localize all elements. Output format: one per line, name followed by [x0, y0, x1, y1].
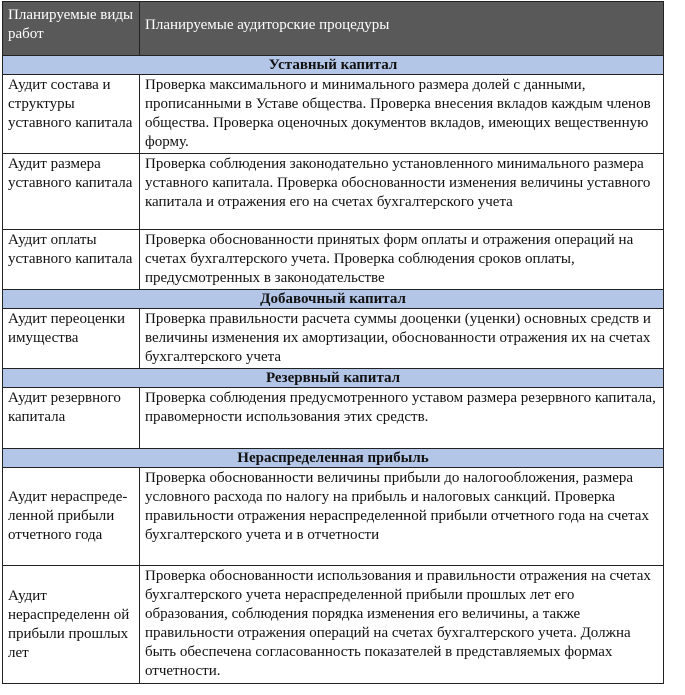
header-procedures: Планируемые аудиторские процедуры — [140, 2, 664, 56]
work-type-cell: Аудит нераспреде-ленной прибыли отчетного года — [3, 468, 140, 566]
audit-plan-table — [2, 1, 664, 684]
procedure-cell: Проверка правильности расчета суммы дооценки (уценки) основных средств и величины изменения их амортизации, обоснованности отражения их на счетах бухгалтерского учета — [140, 309, 664, 369]
section-header — [3, 290, 664, 309]
section-title: Резервный капитал — [3, 369, 664, 388]
section-title: Уставный капитал — [3, 56, 664, 75]
procedure-cell: Проверка обоснованности величины прибыли до налогообложения, размера условного расхода по налогу на прибыль и налоговых санкций. Проверка правильности отражения нераспределенной прибыли отчетного года на счетах бухгалтерского учета и в отчетности — [140, 468, 664, 566]
work-type-cell: Аудит оплаты уставного капитала — [3, 230, 140, 290]
work-type-cell: Аудит резервного капитала — [3, 388, 140, 449]
table-row — [3, 388, 664, 449]
section-header — [3, 56, 664, 75]
procedure-cell: Проверка обоснованности принятых форм оплаты и отражения операций на счетах бухгалтерского учета. Проверка соблюдения сроков оплаты, предусмотренных в законодательстве — [140, 230, 664, 290]
procedure-cell: Проверка соблюдения предусмотренного уставом размера резервного капитала, правомерности использования этих средств. — [140, 388, 664, 449]
procedure-cell: Проверка максимального и минимального размера долей с данными, прописанными в Уставе общества. Проверка внесения вкладов каждым членов общества. Проверка оценочных документов вкладов, имеющих вещественную форму. — [140, 75, 664, 154]
work-type-cell: Аудит нераспределенн ой прибыли прошлых лет — [3, 566, 140, 684]
table-row — [3, 154, 664, 230]
section-title: Добавочный капитал — [3, 290, 664, 309]
table-row — [3, 75, 664, 154]
table-row — [3, 468, 664, 566]
table-row — [3, 566, 664, 684]
table-row — [3, 230, 664, 290]
procedure-cell: Проверка обоснованности использования и правильности отражения на счетах бухгалтерского учета нераспределенной прибыли прошлых лет его образования, соблюдения порядка изменения его величины, а также правильности отражения операций на счетах бухгалтерского учета. Должна быть обеспечена согласованность показателей в представляемых формах отчетности. — [140, 566, 664, 684]
section-header — [3, 369, 664, 388]
header-work-types: Планируемые виды работ — [3, 2, 140, 56]
table-row — [3, 309, 664, 369]
section-header — [3, 449, 664, 468]
work-type-cell: Аудит переоценки имущества — [3, 309, 140, 369]
work-type-cell: Аудит состава и структуры уставного капитала — [3, 75, 140, 154]
section-title: Нераспределенная прибыль — [3, 449, 664, 468]
work-type-cell: Аудит размера уставного капитала — [3, 154, 140, 230]
procedure-cell: Проверка соблюдения законодательно установленного минимального размера уставного капитала. Проверка обоснованности изменения величины уставного капитала и отражения его на счетах бухгалтерского учета — [140, 154, 664, 230]
header-row — [3, 2, 664, 56]
